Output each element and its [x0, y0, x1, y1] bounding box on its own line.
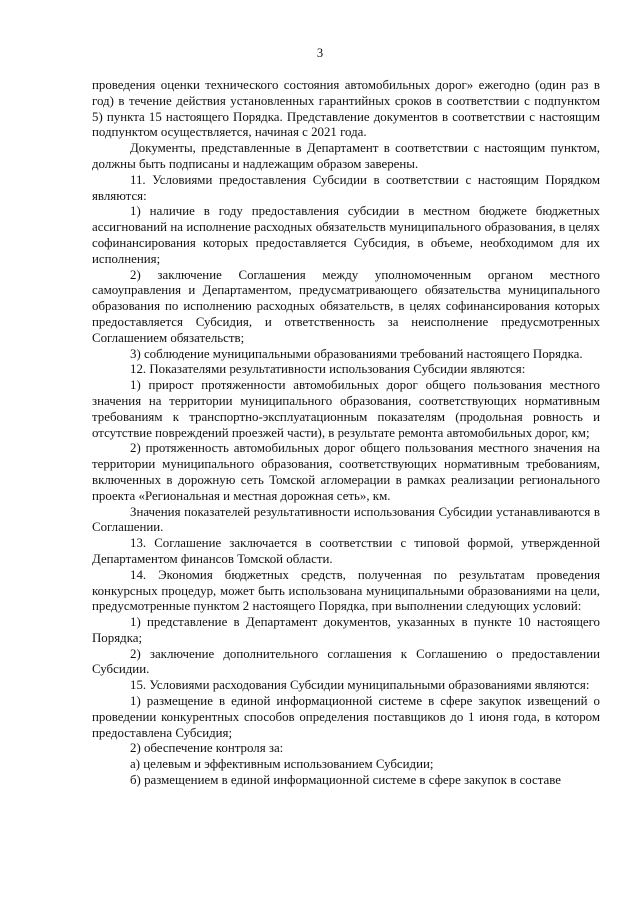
paragraph: Документы, представленные в Департамент в соответствии с настоящим пунктом, должны быть подписаны и надлежащим образом заверены. [92, 141, 600, 171]
paragraph: 1) наличие в году предоставления субсидии в местном бюджете бюджетных ассигнований на исполнение расходных обязательств муниципального образования, в целях софинансирования которых предоставляется Субсидия, в объеме, необходимом для их исполнения; [92, 204, 600, 266]
paragraph: проведения оценки технического состояния автомобильных дорог» ежегодно (один раз в год) в течение действия установленных гарантийных сроков в соответствии с подпунктом 5) пункта 15 настоящего Порядка. Представление документов в соответствии с настоящим подпунктом осуществляется, начиная с 2021 года. [92, 78, 600, 140]
paragraph: 14. Экономия бюджетных средств, полученная по результатам проведения конкурсных процедур, может быть использована муниципальными образованиями на цели, предусмотренные пунктом 2 настоящего Порядка, при выполнении следующих условий: [92, 567, 600, 614]
page-number: 3 [316, 46, 324, 60]
paragraph: Значения показателей результативности использования Субсидии устанавливаются в Соглашении. [92, 504, 600, 535]
paragraph: 11. Условиями предоставления Субсидии в соответствии с настоящим Порядком являются: [92, 172, 600, 203]
paragraph: 2) заключение Соглашения между уполномоченным органом местного самоуправления и Департаментом, предусматривающего обязательства муниципального образования по исполнению расходных обязательств, в целях софинансирования которых предоставляется Субсидия, и ответственность за неисполнение предусмотренных Соглашением обязательств; [92, 267, 600, 345]
paragraph: 2) обеспечение контроля за: [130, 741, 284, 756]
paragraph: 3) соблюдение муниципальными образованиями требований настоящего Порядка. [130, 346, 583, 361]
paragraph: б) размещением в единой информационной системе в сфере закупок в составе [130, 773, 561, 788]
paragraph: 2) протяженность автомобильных дорог общего пользования местного значения на территории муниципального образования, соответствующих нормативным требованиям, включенных в дорожную сеть Томской агломерации в рамках реализации регионального проекта «Региональная и местная дорожная сеть», км. [92, 441, 600, 503]
paragraph: 1) представление в Департамент документов, указанных в пункте 10 настоящего Порядка; [92, 615, 600, 645]
paragraph: 12. Показателями результативности использования Субсидии являются: [130, 362, 526, 377]
paragraph: а) целевым и эффективным использованием Субсидии; [130, 757, 434, 772]
paragraph: 1) прирост протяженности автомобильных дорог общего пользования местного значения на территории муниципального образования, соответствующих нормативным требованиям к транспортно-эксплуатационным показателям (продольная ровность и отсутствие повреждений проезжей части), в результате ремонта автомобильных дорог, км; [92, 378, 600, 440]
paragraph: 1) размещение в единой информационной системе в сфере закупок извещений о проведении конкурентных способов определения поставщиков до 1 июня года, в котором предоставлена Субсидия; [92, 694, 600, 740]
paragraph: 2) заключение дополнительного соглашения к Соглашению о предоставлении Субсидии. [92, 646, 600, 677]
document-body [92, 78, 600, 789]
paragraph: 15. Условиями расходования Субсидии муниципальными образованиями являются: [130, 678, 590, 693]
paragraph: 13. Соглашение заключается в соответствии с типовой формой, утвержденной Департаментом финансов Томской области. [92, 536, 600, 566]
